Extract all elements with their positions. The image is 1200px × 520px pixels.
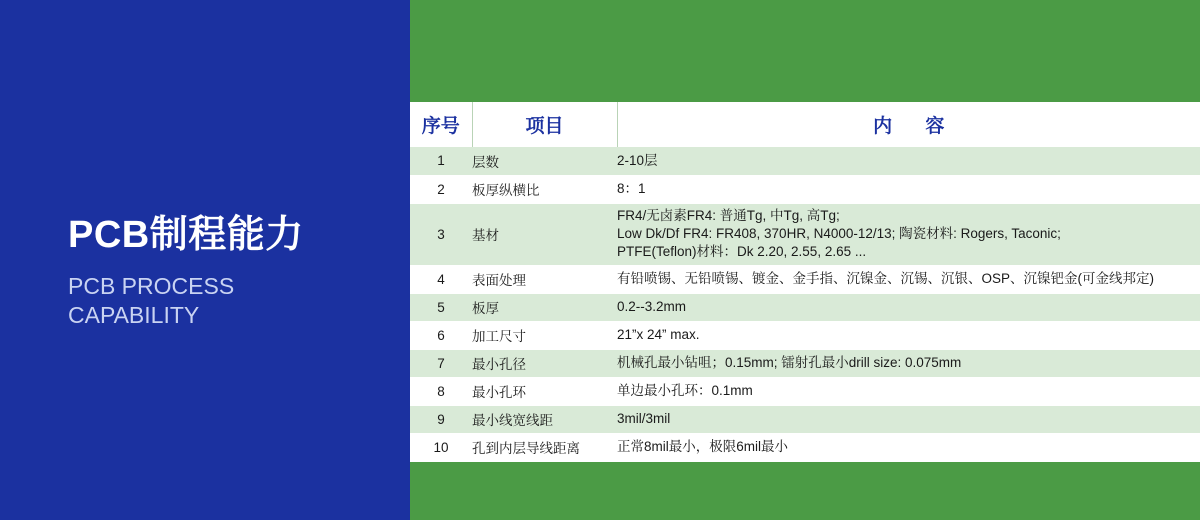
table-header	[410, 102, 1200, 147]
left-blue-panel	[0, 0, 410, 520]
row-item: 表面处理	[472, 265, 617, 293]
row-item: 基材	[472, 203, 617, 265]
row-item: 最小线宽线距	[472, 405, 617, 433]
row-no: 3	[410, 203, 472, 265]
spec-table	[410, 102, 1200, 462]
table-row	[410, 147, 1200, 175]
row-content: 正常8mil最小，极限6mil最小	[617, 433, 1200, 461]
page-title-en-line1: PCB PROCESS	[68, 273, 235, 299]
row-content: 0.2--3.2mm	[617, 293, 1200, 321]
table-row	[410, 433, 1200, 461]
row-no: 9	[410, 405, 472, 433]
table-row	[410, 203, 1200, 265]
row-no: 6	[410, 321, 472, 349]
column-header-item: 项目	[472, 102, 617, 147]
table-row	[410, 321, 1200, 349]
row-no: 5	[410, 293, 472, 321]
row-item: 加工尺寸	[472, 321, 617, 349]
spec-table-wrapper	[410, 102, 1200, 462]
row-item: 最小孔径	[472, 349, 617, 377]
row-no: 1	[410, 147, 472, 175]
table-body	[410, 147, 1200, 461]
row-content	[617, 203, 1200, 265]
row-item: 层数	[472, 147, 617, 175]
row-no: 8	[410, 377, 472, 405]
row-no: 2	[410, 175, 472, 203]
row-no: 4	[410, 265, 472, 293]
row-item: 板厚纵横比	[472, 175, 617, 203]
table-row	[410, 265, 1200, 293]
page-title-cn: PCB制程能力	[68, 214, 304, 256]
table-header-row	[410, 102, 1200, 147]
row-content-line: PTFE(Teflon)材料：Dk 2.20, 2.55, 2.65 ...	[617, 244, 867, 259]
row-no: 10	[410, 433, 472, 461]
row-item: 最小孔环	[472, 377, 617, 405]
row-content: 21”x 24” max.	[617, 321, 1200, 349]
row-content: 有铅喷锡、无铅喷锡、镀金、金手指、沉镍金、沉锡、沉银、OSP、沉镍钯金(可金线邦定)	[617, 265, 1200, 293]
row-item: 孔到内层导线距离	[472, 433, 617, 461]
row-content-line: FR4/无卤素FR4: 普通Tg, 中Tg, 高Tg;	[617, 208, 840, 223]
row-content-line: Low Dk/Df FR4: FR408, 370HR, N4000-12/13; 陶瓷材料: Rogers, Taconic;	[617, 226, 1061, 241]
row-content: 机械孔最小钻咀；0.15mm; 镭射孔最小drill size: 0.075mm	[617, 349, 1200, 377]
row-content: 单边最小孔环：0.1mm	[617, 377, 1200, 405]
table-row	[410, 175, 1200, 203]
table-row	[410, 377, 1200, 405]
table-row	[410, 349, 1200, 377]
title-block	[68, 212, 398, 330]
table-row	[410, 293, 1200, 321]
row-item: 板厚	[472, 293, 617, 321]
row-content: 8：1	[617, 175, 1200, 203]
row-content: 3mil/3mil	[617, 405, 1200, 433]
column-header-no: 序号	[410, 102, 472, 147]
column-header-content: 内 容	[617, 102, 1200, 147]
table-row	[410, 405, 1200, 433]
page-title-en	[68, 258, 398, 330]
row-no: 7	[410, 349, 472, 377]
row-content: 2-10层	[617, 147, 1200, 175]
page-title-en-line2: CAPABILITY	[68, 302, 200, 328]
